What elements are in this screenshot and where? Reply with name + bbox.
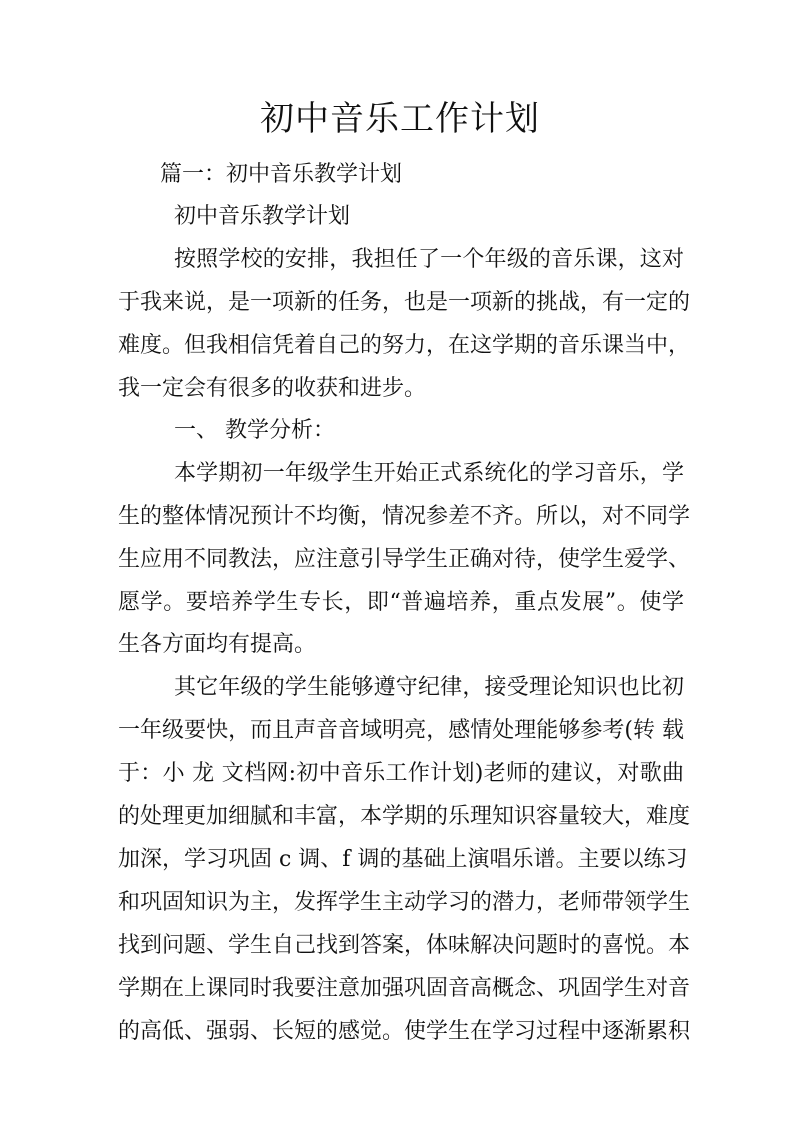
paragraph-line: 生的整体情况预计不均衡，情况参差不齐。所以，对不同学 — [118, 504, 691, 529]
paragraph-line: 本学期初一年级学生开始正式系统化的学习音乐，学 — [174, 461, 684, 486]
section-heading: 篇一：初中音乐教学计划 — [160, 162, 403, 187]
paragraph-line: 于：小 龙 文档网:初中音乐工作计划)老师的建议，对歌曲 — [118, 761, 684, 786]
paragraph-line: 其它年级的学生能够遵守纪律，接受理论知识也比初 — [174, 675, 684, 700]
paragraph-line: 于我来说，是一项新的任务，也是一项新的挑战，有一定的 — [118, 290, 691, 315]
paragraph-line: 学期在上课同时我要注意加强巩固音高概念、巩固学生对音 — [118, 976, 691, 1001]
paragraph-line: 难度。但我相信凭着自己的努力，在这学期的音乐课当中， — [118, 333, 691, 358]
sub-heading: 初中音乐教学计划 — [174, 204, 351, 229]
paragraph-line: 生应用不同教法，应注意引导学生正确对待，使学生爱学、 — [118, 547, 691, 572]
paragraph-line: 加深，学习巩固 c 调、f 调的基础上演唱乐谱。主要以练习 — [118, 847, 688, 872]
paragraph-line: 我一定会有很多的收获和进步。 — [118, 376, 427, 401]
paragraph-line: 的处理更加细腻和丰富，本学期的乐理知识容量较大，难度 — [118, 804, 691, 829]
section-heading: 一、 教学分析： — [174, 418, 335, 443]
paragraph-line: 和巩固知识为主，发挥学生主动学习的潜力，老师带领学生 — [118, 890, 691, 915]
paragraph-line: 找到问题、学生自己找到答案，体味解决问题时的喜悦。本 — [118, 933, 691, 958]
paragraph-line: 愿学。要培养学生专长，即“普遍培养，重点发展”。使学 — [118, 590, 684, 615]
paragraph-line: 生各方面均有提高。 — [118, 632, 317, 657]
paragraph-line: 一年级要快，而且声音音域明亮，感情处理能够参考(转 载 — [118, 718, 684, 743]
paragraph-line: 按照学校的安排，我担任了一个年级的音乐课，这对 — [174, 247, 684, 272]
document-title: 初中音乐工作计划 — [260, 99, 540, 139]
paragraph-line: 的高低、强弱、长短的感觉。使学生在学习过程中逐渐累积 — [118, 1019, 691, 1044]
